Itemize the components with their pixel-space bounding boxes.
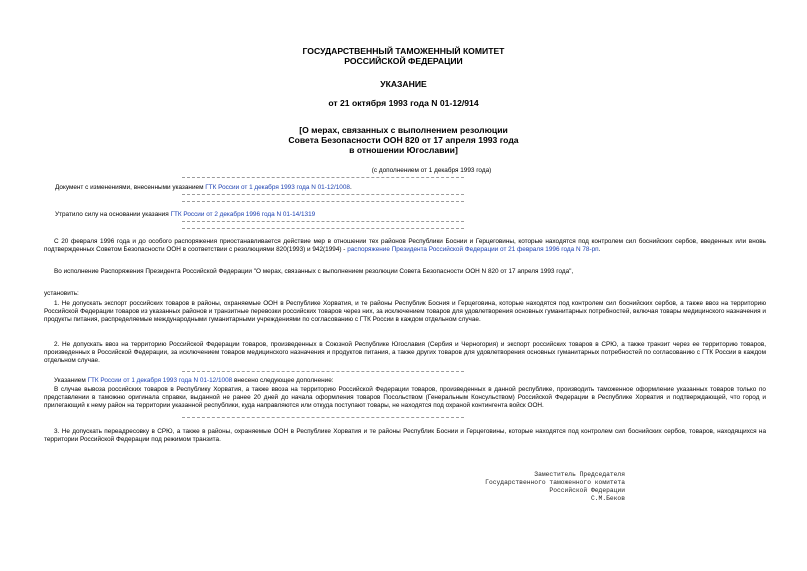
separator [182,201,464,202]
document-type: УКАЗАНИЕ [380,79,427,89]
changes-suffix: . [349,184,352,191]
item-2: 2. Не допускать ввоз на территорию Российской Федерации товаров, произведенных в Союзной Республике Югославия (Сербия и Черногория) и экспорт российских товаров в СРЮ, а также транзит через ее территорию товаров, произведенных в Российской Федерации, за исключением товаров медицинского назначения и продуктов питания, а также других товаров для удовлетворения основных гуманитарных потребностей по согласованию с ГТК России в каждом отдельном случае. [44,341,766,364]
signature-line-1: Заместитель Председателя [534,471,625,478]
changes-notice [55,184,755,192]
suspension-paragraph [44,238,766,254]
void-prefix: Утратило силу на основании указания [55,211,171,218]
presidential-order-link[interactable]: распоряжение Президента Российской Федерации от 21 февраля 1996 года N 78-рп [347,246,599,253]
amendment-intro [44,377,766,385]
title-line-2: Совета Безопасности ООН 820 от 17 апреля 1993 года [288,135,519,145]
signature-line-3: Российской Федерации [549,487,625,494]
changes-prefix: Документ с изменениями, внесенными указанием [55,184,206,191]
void-link[interactable]: ГТК России от 2 декабря 1996 года N 01-14/1319 [170,211,316,218]
separator [182,371,464,372]
changes-link[interactable]: ГТК России от 1 декабря 1993 года N 01-12/1008 [205,184,350,191]
title-line-1: [О мерах, связанных с выполнением резолюции [299,125,508,135]
issuer-line-1: ГОСУДАРСТВЕННЫЙ ТАМОЖЕННЫЙ КОМИТЕТ [302,46,505,56]
amendment-text: В случае вывоза российских товаров в Республику Хорватия, а также ввоза на территорию Российской Федерации товаров, произведенных в данной республике, производить таможенное оформление указанных товаров только по представлении в таможню оригинала справки, выданной не ранее 20 дней до начала оформления товаров Посольством (Генеральным Консульством) Российской Федерации в Республике Хорватия и подтверждающей, что город и прилегающий к нему район на территории указанной республики, куда направляются или откуда поступают товары, не находятся под охраной контингента войск ООН. [44,386,766,409]
amendment-note: (с дополнением от 1 декабря 1993 года) [371,167,492,174]
separator [182,177,464,178]
suspension-end: . [598,246,601,253]
execution-paragraph: Во исполнение Распоряжения Президента Российской Федерации "О мерах, связанных с выполнением резолюции Совета Безопасности ООН N 820 от 17 апреля 1993 года", [54,268,574,275]
document-date: от 21 октября 1993 года N 01-12/914 [328,98,479,108]
signature-line-4: С.М.Беков [590,495,625,502]
amendment-prefix: Указанием [54,377,88,384]
title-line-3: в отношении Югославии] [349,145,458,155]
void-notice [55,211,755,219]
item-3: 3. Не допускать переадресовку в СРЮ, а также в районы, охраняемые ООН в Республике Хорватия и те районы Республик Боснии и Герцеговины, которые находятся под контролем сил боснийских сербов, товаров, находящихся на территории Российской Федерации под режимом транзита. [44,428,766,443]
suspension-text: С 20 февраля 1996 года и до особого распоряжения приостанавливается действие мер в отношении тех районов Республики Боснии и Герцеговины, которые находятся под контролем сил боснийских сербов, введенных или вновь подтвержденных Советом Безопасности ООН в соответствии с резолюциями 820(1993) и 942(1994) - [44,238,766,253]
establish-label: установить: [44,290,79,297]
item-1: 1. Не допускать экспорт российских товаров в районы, охраняемые ООН в Республике Хорватия, и те районы Республик Босния и Герцеговина, которые находятся под контролем сил боснийских сербов, а также ввоз на территорию Российской Федерации товаров из указанных районов и транзитные перевозки российских товаров через них, за исключением товаров для удовлетворения основных гуманитарных потребностей, включая товары медицинского назначения и продукты питания, распределяемые международными гуманитарными учреждениями по согласованию с ГТК России в каждом отдельном случае. [44,300,766,323]
separator [182,228,464,229]
separator [182,417,464,418]
separator [182,221,464,222]
separator [182,194,464,195]
issuer-line-2: РОССИЙСКОЙ ФЕДЕРАЦИИ [344,56,463,66]
amendment-suffix: внесено следующее дополнение: [232,377,334,384]
amendment-link[interactable]: ГТК России от 1 декабря 1993 года N 01-12/1008 [87,377,233,384]
signature-line-2: Государственного таможенного комитета [485,479,625,486]
